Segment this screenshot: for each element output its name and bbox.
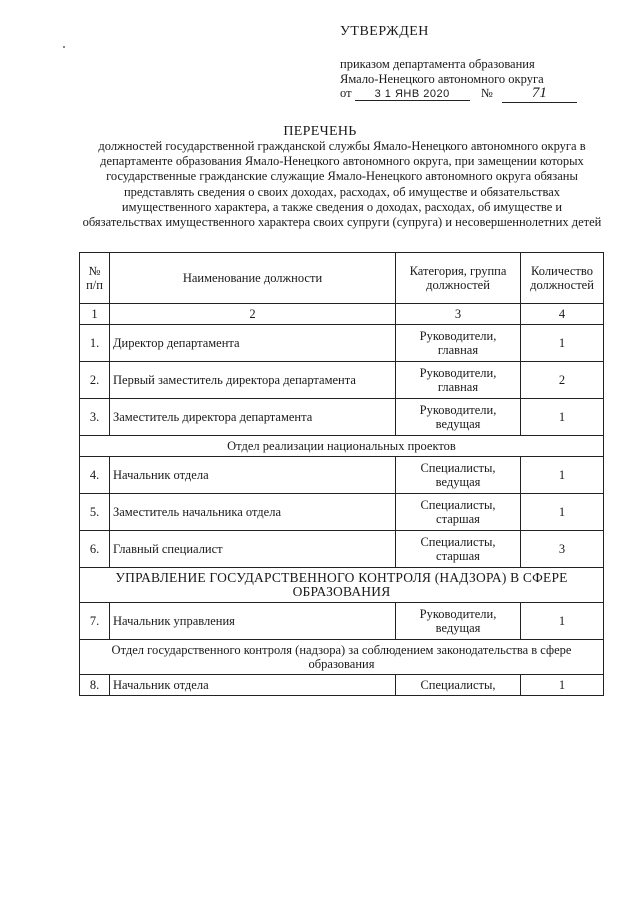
row-count: 1 — [521, 603, 604, 640]
header-num: № п/п — [80, 253, 110, 304]
table-row — [80, 325, 604, 362]
row-count: 1 — [521, 457, 604, 494]
table-row — [80, 494, 604, 531]
row-num: 3. — [80, 399, 110, 436]
index-cell: 3 — [396, 304, 521, 325]
scan-speck — [63, 46, 65, 48]
order-date: 3 1 ЯНВ 2020 — [355, 88, 470, 101]
table-row — [80, 399, 604, 436]
section-row — [80, 436, 604, 457]
column-index-row — [80, 304, 604, 325]
row-position-name: Начальник управления — [110, 603, 396, 640]
row-count: 1 — [521, 675, 604, 696]
section-heading: Отдел государственного контроля (надзора) за соблюдением законодательства в сфере образования — [80, 640, 604, 675]
row-category: Руководители, главная — [396, 362, 521, 399]
row-category: Специалисты, — [396, 675, 521, 696]
header-count: Количество должностей — [521, 253, 604, 304]
row-position-name: Начальник отдела — [110, 457, 396, 494]
row-num: 4. — [80, 457, 110, 494]
row-category: Специалисты, старшая — [396, 494, 521, 531]
table-row — [80, 531, 604, 568]
section-heading: УПРАВЛЕНИЕ ГОСУДАРСТВЕННОГО КОНТРОЛЯ (НАДЗОРА) В СФЕРЕ ОБРАЗОВАНИЯ — [80, 568, 604, 603]
row-num: 5. — [80, 494, 110, 531]
row-num: 2. — [80, 362, 110, 399]
row-count: 1 — [521, 325, 604, 362]
table-row — [80, 675, 604, 696]
row-num: 8. — [80, 675, 110, 696]
header-name: Наименование должности — [110, 253, 396, 304]
row-position-name: Заместитель начальника отдела — [110, 494, 396, 531]
table-row — [80, 362, 604, 399]
approved-stamp-heading: УТВЕРЖДЕН — [340, 24, 429, 39]
index-cell: 4 — [521, 304, 604, 325]
order-issuer-line2: Ямало-Ненецкого автономного округа — [340, 72, 544, 86]
table-header-row — [80, 253, 604, 304]
row-category: Специалисты, старшая — [396, 531, 521, 568]
row-count: 1 — [521, 494, 604, 531]
date-label: от — [340, 86, 352, 100]
index-cell: 2 — [110, 304, 396, 325]
section-row — [80, 568, 604, 603]
row-category: Специалисты, ведущая — [396, 457, 521, 494]
document-subtitle: должностей государственной гражданской службы Ямало-Ненецкого автономного округа в департаменте образования Ямало-Ненецкого автономного округа, при замещении которых государственные гражданские служащие Ямало-Ненецкого автономного округа обязаны представлять сведения о своих доходах, расходах, об имуществе и обязательствах имущественного характера, а также сведения о доходах, расходах, об имуществе и обязательствах имущественного характера своих супруги (супруга) и несовершеннолетних детей — [82, 139, 602, 230]
row-category: Руководители, ведущая — [396, 603, 521, 640]
row-count: 3 — [521, 531, 604, 568]
document-title: ПЕРЕЧЕНЬ — [283, 124, 357, 139]
table-row — [80, 603, 604, 640]
order-issuer-line1: приказом департамента образования — [340, 57, 535, 71]
number-label: № — [480, 86, 493, 100]
row-position-name: Директор департамента — [110, 325, 396, 362]
index-cell: 1 — [80, 304, 110, 325]
row-num: 1. — [80, 325, 110, 362]
row-count: 1 — [521, 399, 604, 436]
order-number: 71 — [502, 85, 577, 103]
row-num: 7. — [80, 603, 110, 640]
row-position-name: Начальник отдела — [110, 675, 396, 696]
row-position-name: Заместитель директора департамента — [110, 399, 396, 436]
row-count: 2 — [521, 362, 604, 399]
section-heading: Отдел реализации национальных проектов — [80, 436, 604, 457]
row-category: Руководители, ведущая — [396, 399, 521, 436]
row-position-name: Первый заместитель директора департамента — [110, 362, 396, 399]
table-row — [80, 457, 604, 494]
row-num: 6. — [80, 531, 110, 568]
row-category: Руководители, главная — [396, 325, 521, 362]
row-position-name: Главный специалист — [110, 531, 396, 568]
section-row — [80, 640, 604, 675]
order-date-number-line — [340, 85, 577, 103]
positions-table — [79, 252, 604, 696]
header-category: Категория, группа должностей — [396, 253, 521, 304]
